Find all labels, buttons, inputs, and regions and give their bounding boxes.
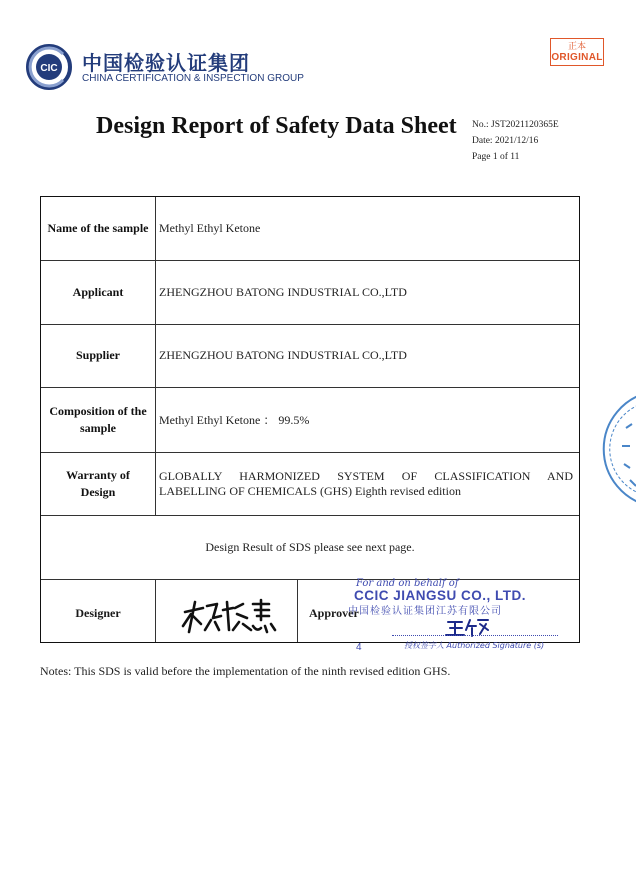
label-warranty: Warranty of Design	[66, 467, 130, 499]
report-number: No.: JST2021120365E	[472, 120, 559, 130]
cic-logo-icon	[26, 44, 72, 90]
report-date: Date: 2021/12/16	[472, 136, 539, 146]
document-meta	[472, 117, 559, 165]
original-stamp	[550, 38, 604, 66]
stamp-number: 4	[356, 642, 362, 653]
value-sample-name: Methyl Ethyl Ketone	[159, 221, 261, 235]
original-stamp-en: ORIGINAL	[551, 52, 603, 63]
label-supplier: Supplier	[75, 348, 120, 362]
stamp-company-en: CCIC JIANGSU CO., LTD.	[354, 588, 527, 603]
company-stamp	[344, 578, 570, 654]
org-name-en: CHINA CERTIFICATION & INSPECTION GROUP	[82, 73, 304, 84]
value-composition: Methyl Ethyl Ketone ： 99.5%	[159, 413, 310, 427]
label-designer: Designer	[75, 605, 121, 620]
page-indicator: Page 1 of 11	[472, 152, 520, 162]
stamp-company-cn: 中国检验认证集团江苏有限公司	[348, 606, 502, 617]
notes: Notes: This SDS is valid before the implementation of the ninth revised edition GHS.	[40, 664, 451, 678]
label-applicant: Applicant	[72, 284, 124, 299]
label-sample-name: Name of the sample	[47, 221, 149, 235]
stamp-authorized-signature: 授权签字人 Authorized Signature (s)	[404, 641, 545, 650]
report-table	[40, 196, 580, 643]
label-approver: Approver	[309, 605, 359, 620]
document-title: Design Report of Safety Data Sheet	[96, 113, 457, 139]
label-composition: Composition of the sample	[49, 403, 147, 435]
stamp-on-behalf: For and on behalf of	[356, 578, 459, 589]
designer-signature-icon	[161, 584, 297, 642]
design-result-note: Design Result of SDS please see next page.	[205, 539, 415, 554]
stamp-dotted-line	[392, 635, 558, 636]
value-supplier: ZHENGZHOU BATONG INDUSTRIAL CO.,LTD	[159, 348, 407, 362]
value-warranty	[159, 452, 573, 515]
logo-text: CIC	[40, 63, 58, 74]
warranty-line-2: LABELLING OF CHEMICALS (GHS) Eighth revised edition	[159, 483, 461, 498]
partial-seal-icon	[596, 388, 636, 510]
original-stamp-cn: 正本	[567, 41, 586, 51]
org-name-cn: 中国检验认证集团	[82, 51, 250, 75]
value-applicant: ZHENGZHOU BATONG INDUSTRIAL CO.,LTD	[159, 284, 407, 299]
warranty-line-1: GLOBALLY HARMONIZED SYSTEM OF CLASSIFICATION AND	[159, 468, 573, 483]
